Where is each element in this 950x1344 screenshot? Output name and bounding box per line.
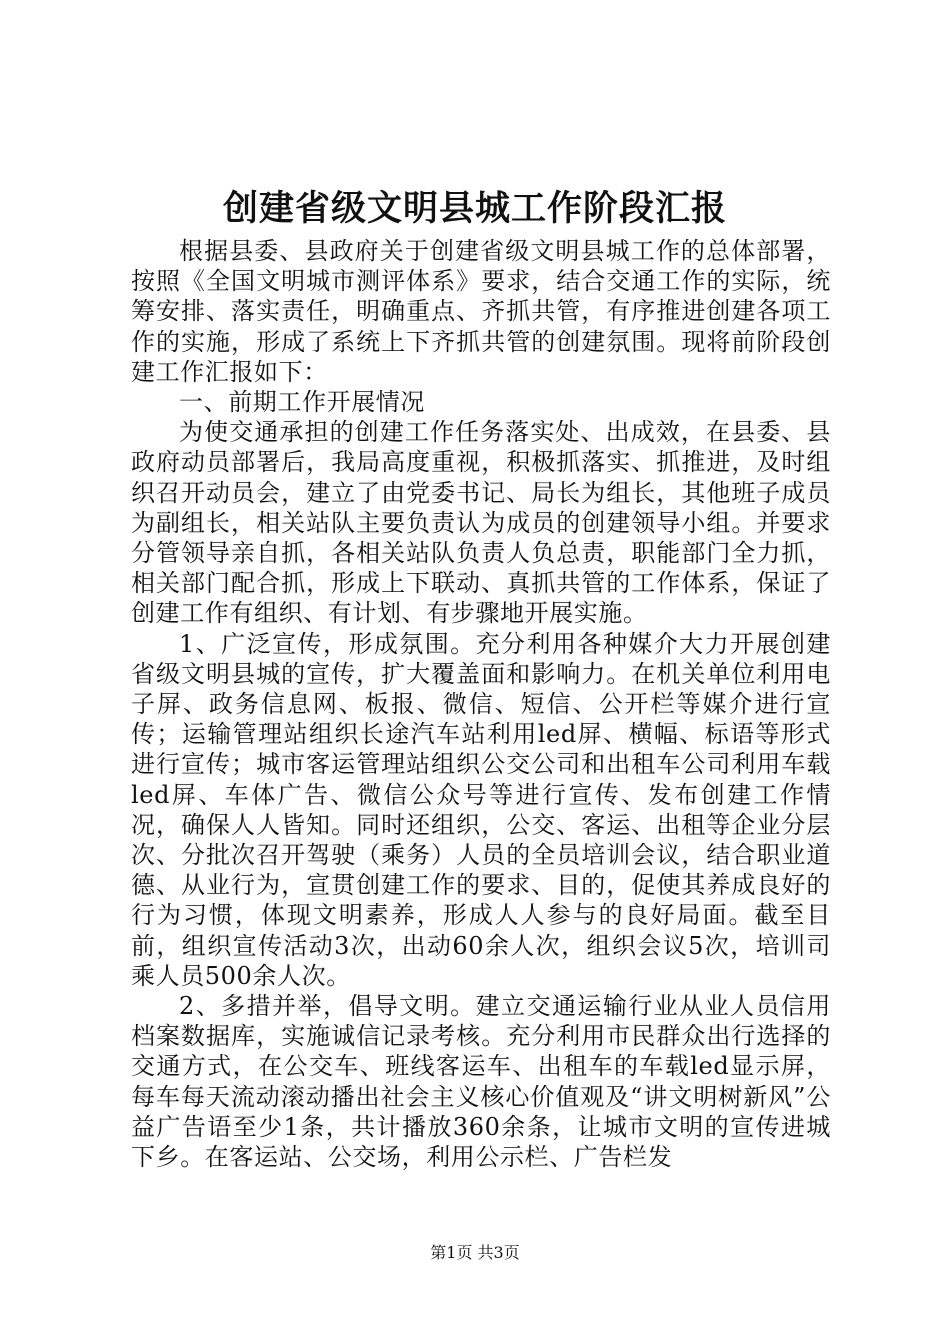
paragraph-intro: 根据县委、县政府关于创建省级文明县城工作的总体部署，按照《全国文明城市测评体系》要求，结合交通工作的实际，统筹安排、落实责任，明确重点、齐抓共管，有序推进创建各项工作的实施，形成了系统上下齐抓共管的创建氛围。现将前阶段创建工作汇报如下： <box>131 237 831 386</box>
page-number: 第1页 共3页 <box>430 1243 520 1262</box>
document-title: 创建省级文明县城工作阶段汇报 <box>222 188 727 229</box>
paragraph-measures: 2、多措并举，倡导文明。建立交通运输行业从业人员信用档案数据库，实施诚信记录考核。充分利用市民群众出行选择的交通方式，在公交车、班线客运车、出租车的车载led显示屏，每车每天流动滚动播出社会主义核心价值观及“讲文明树新风”公益广告语至少1条，共计播放360余条，让城市文明的宣传进城下乡。在客运站、公交场，利用公示栏、广告栏发 <box>131 992 831 1172</box>
paragraph-organization: 为使交通承担的创建工作任务落实处、出成效，在县委、县政府动员部署后，我局高度重视，积极抓落实、抓推进，及时组织召开动员会，建立了由党委书记、局长为组长，其他班子成员为副组长，相关站队主要负责认为成员的创建领导小组。并要求分管领导亲自抓，各相关站队负责人负总责，职能部门全力抓，相关部门配合抓，形成上下联动、真抓共管的工作体系，保证了创建工作有组织、有计划、有步骤地开展实施。 <box>131 418 831 628</box>
paragraph-publicity: 1、广泛宣传，形成氛围。充分利用各种媒介大力开展创建省级文明县城的宣传，扩大覆盖面和影响力。在机关单位利用电子屏、政务信息网、板报、微信、短信、公开栏等媒介进行宣传；运输管理站组织长途汽车站利用led屏、横幅、标语等形式进行宣传；城市客运管理站组织公交公司和出租车公司利用车载led屏、车体广告、微信公众号等进行宣传、发布创建工作情况，确保人人皆知。同时还组织，公交、客运、出租等企业分层次、分批次召开驾驶（乘务）人员的全员培训会议，结合职业道德、从业行为，宣贯创建工作的要求、目的，促使其养成良好的行为习惯，体现文明素养，形成人人参与的良好局面。截至目前，组织宣传活动3次，出动60余人次，组织会议5次，培训司乘人员500余人次。 <box>131 629 831 990</box>
section-heading: 一、前期工作开展情况 <box>179 388 425 417</box>
document-body <box>131 236 831 1172</box>
